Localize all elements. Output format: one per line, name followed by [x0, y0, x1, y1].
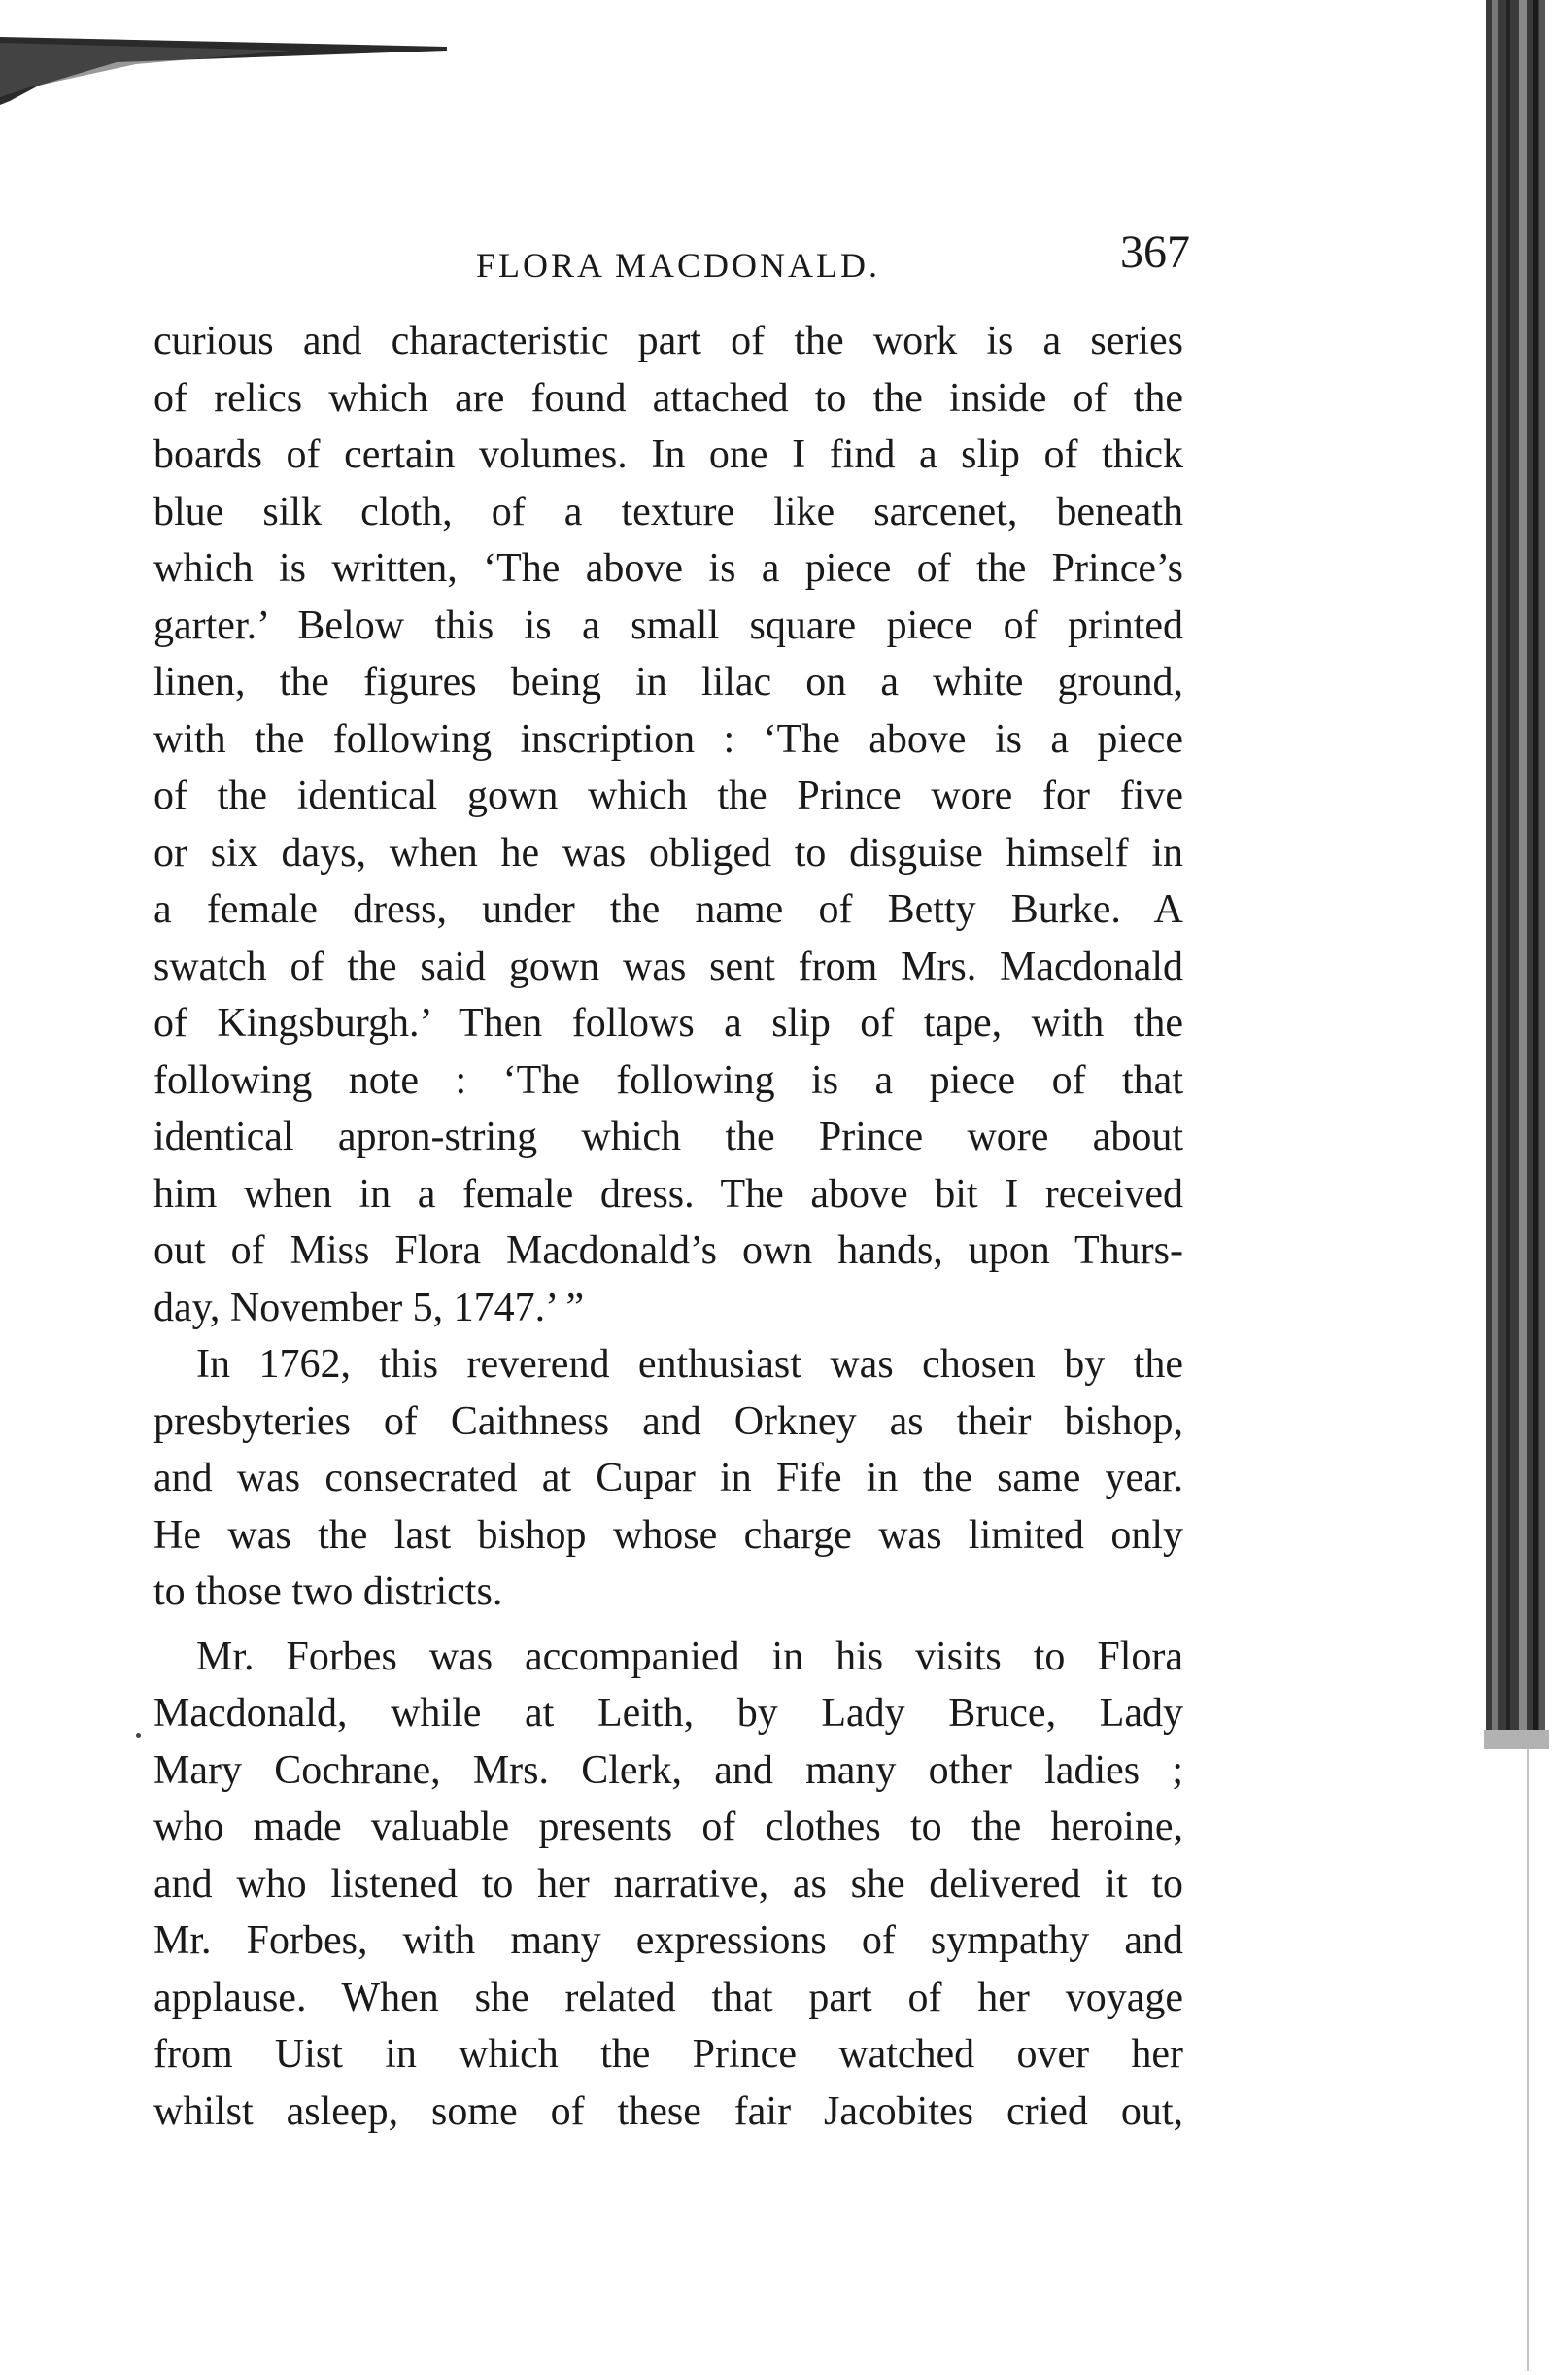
text-line: applause. When she related that part of her voyage: [153, 1975, 1183, 2020]
text-line: Macdonald, while at Leith, by Lady Bruce, Lady: [153, 1691, 1183, 1736]
paragraph: [153, 313, 1183, 1336]
text-line: which is written, ‘The above is a piece of the Prince’s: [153, 546, 1183, 591]
text-line: Mr. Forbes, with many expressions of sympathy and: [153, 1918, 1183, 1963]
text-line: Mary Cochrane, Mrs. Clerk, and many other ladies ;: [153, 1747, 1183, 1793]
text-line: and who listened to her narrative, as she delivered it to: [153, 1861, 1183, 1907]
text-line: of relics which are found attached to the inside of the: [153, 375, 1183, 421]
binding-edge-shadow: [1477, 0, 1568, 2375]
text-line: swatch of the said gown was sent from Mrs. Macdonald: [153, 944, 1183, 989]
paragraph: [153, 1629, 1183, 2141]
text-line: garter.’ Below this is a small square piece of printed: [153, 602, 1183, 648]
text-line: blue silk cloth, of a texture like sarcenet, beneath: [153, 489, 1183, 534]
text-line: Mr. Forbes was accompanied in his visits to Flora: [196, 1634, 1183, 1679]
paragraph: [153, 1336, 1183, 1621]
text-line: from Uist in which the Prince watched over her: [153, 2032, 1183, 2077]
text-line: following note : ‘The following is a piece of that: [153, 1057, 1183, 1103]
text-line: and was consecrated at Cupar in Fife in the same year.: [153, 1456, 1183, 1500]
text-line: a female dress, under the name of Betty Burke. A: [153, 887, 1183, 932]
text-line: to those two districts.: [153, 1569, 503, 1614]
text-line: out of Miss Flora Macdonald’s own hands, upon Thurs-: [153, 1228, 1183, 1273]
text-line: day, November 5, 1747.’ ”: [153, 1285, 585, 1330]
text-line: whilst asleep, some of these fair Jacobites cried out,: [153, 2088, 1183, 2134]
text-line: In 1762, this reverend enthusiast was chosen by the: [196, 1342, 1183, 1387]
text-line: identical apron-string which the Prince wore about: [153, 1115, 1183, 1159]
scan-speck: [136, 1733, 141, 1738]
text-line: presbyteries of Caithness and Orkney as their bishop,: [153, 1398, 1183, 1444]
text-line: curious and characteristic part of the work is a series: [153, 319, 1183, 363]
text-line: of the identical gown which the Prince wore for five: [153, 774, 1183, 818]
text-line: He was the last bishop whose charge was limited only: [153, 1512, 1183, 1558]
text-line: boards of certain volumes. In one I find a slip of thick: [153, 432, 1183, 477]
text-line: him when in a female dress. The above bit I received: [153, 1171, 1183, 1217]
running-title: FLORA MACDONALD.: [476, 246, 881, 285]
scan-smudge-mark: [0, 29, 447, 107]
text-line: who made valuable presents of clothes to the heroine,: [153, 1805, 1183, 1849]
text-line: of Kingsburgh.’ Then follows a slip of tape, with the: [153, 1001, 1183, 1046]
text-line: linen, the figures being in lilac on a white ground,: [153, 660, 1183, 705]
running-head: [146, 225, 1190, 293]
body-text: [153, 313, 1183, 2140]
page-number: 367: [1120, 226, 1190, 278]
text-line: with the following inscription : ‘The above is a piece: [153, 716, 1183, 762]
text-line: or six days, when he was obliged to disguise himself in: [153, 830, 1183, 876]
